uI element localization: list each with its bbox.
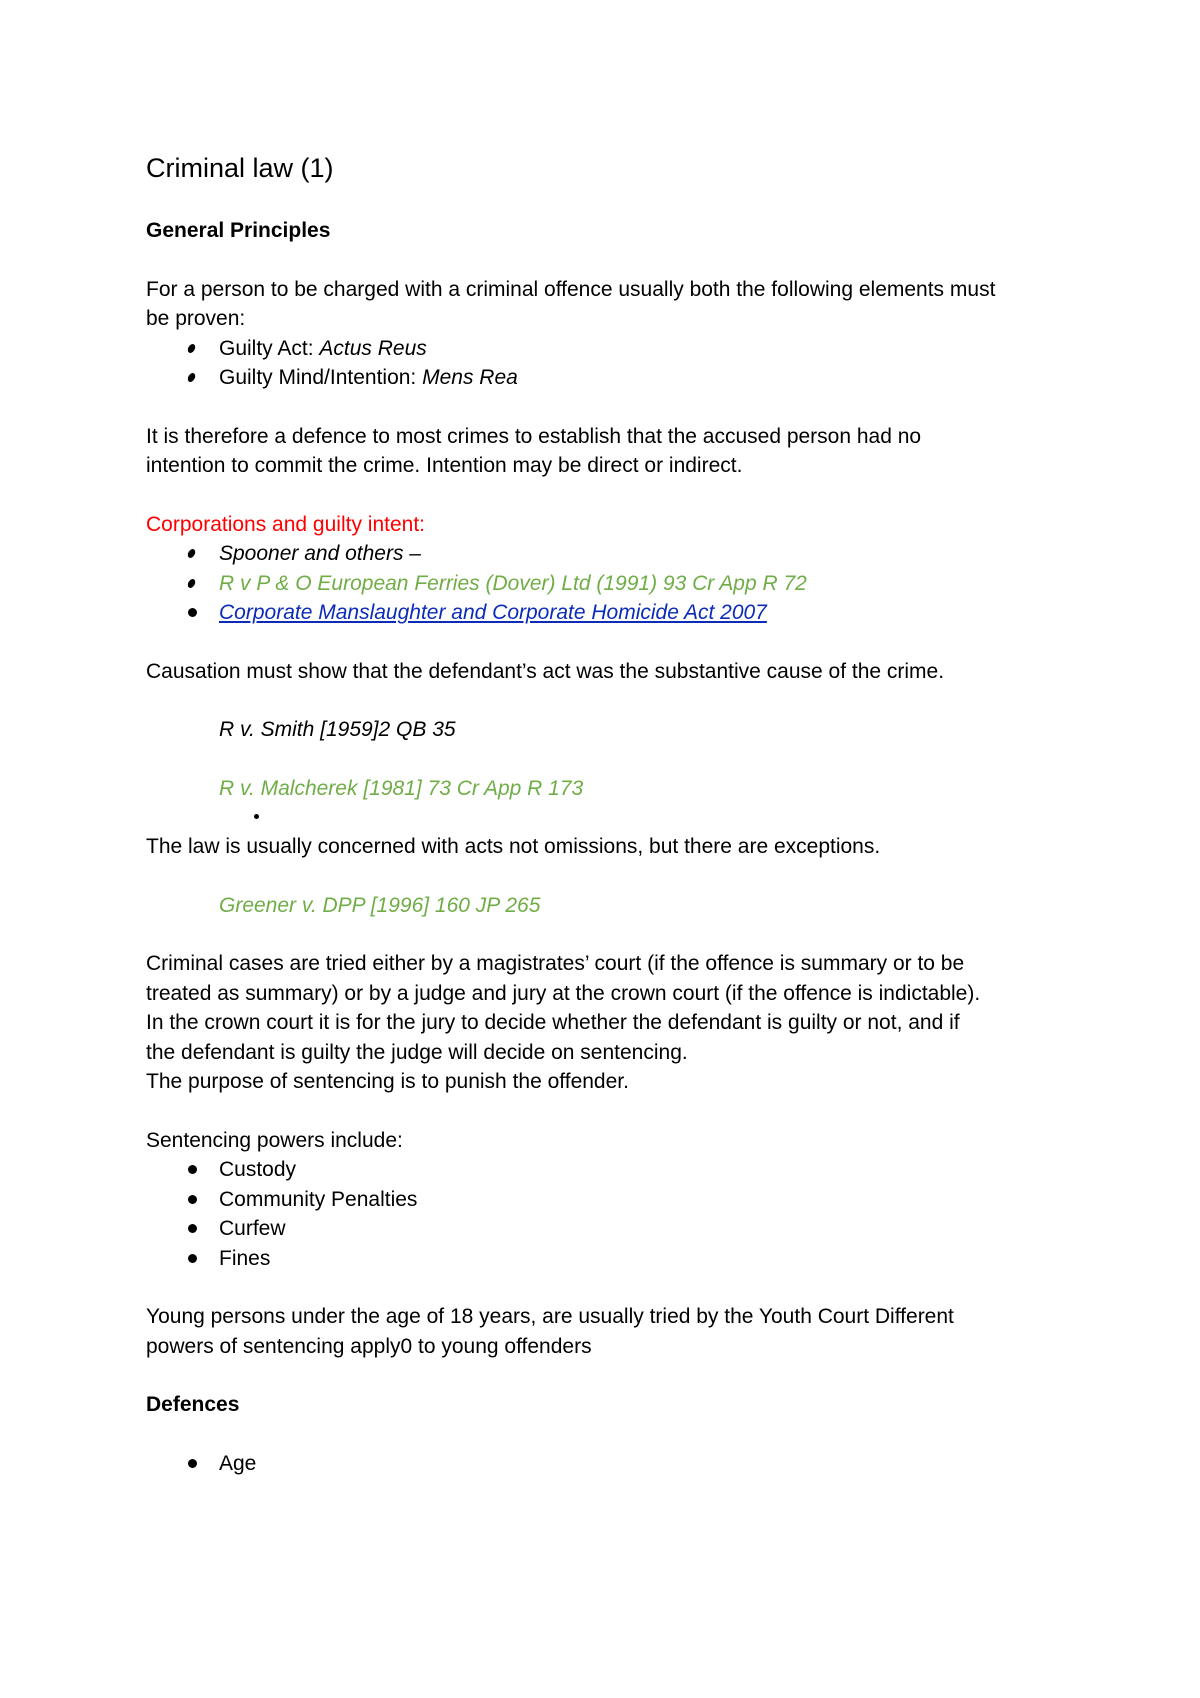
list-item [146, 569, 1066, 599]
bullet-icon [188, 608, 197, 617]
courts-line-3: In the crown court it is for the jury to decide whether the defendant is guilty or not, and if [146, 1011, 960, 1034]
element-term: Mens Rea [422, 366, 518, 389]
courts-line-1: Criminal cases are tried either by a magistrates’ court (if the offence is summary or to be [146, 952, 965, 975]
list-item [146, 539, 1066, 569]
list-item-label: Custody [219, 1158, 297, 1181]
case-reference: R v. Malcherek [1981] 73 Cr App R 173 [219, 776, 584, 800]
list-item [146, 1244, 1066, 1274]
sentencing-intro: Sentencing powers include: [146, 1128, 403, 1152]
list-item-label: Age [219, 1451, 257, 1475]
bullet-icon [187, 549, 196, 558]
intro-line-2: be proven: [146, 307, 246, 330]
list-item [146, 1185, 1066, 1215]
omissions-text: The law is usually concerned with acts not omissions, but there are exceptions. [146, 835, 881, 858]
document-title: Criminal law (1) [146, 153, 334, 183]
case-reference: Greener v. DPP [1996] 160 JP 265 [219, 893, 541, 917]
defences-heading: Defences [146, 1393, 240, 1416]
element-label: Guilty Act: [219, 336, 320, 360]
list-item-label: Curfew [219, 1217, 286, 1240]
intro-line-1: For a person to be charged with a criminal offence usually both the following elements must [146, 277, 996, 301]
bullet-icon [188, 1224, 197, 1233]
bullet-icon [187, 344, 196, 353]
causation-text: Causation must show that the defendant’s act was the substantive cause of the crime. [146, 659, 945, 683]
corporations-heading: Corporations and guilty intent: [146, 512, 425, 536]
bullet-icon [188, 1459, 197, 1468]
list-item-label: Community Penalties [219, 1187, 418, 1211]
bullet-icon [188, 1254, 197, 1263]
element-label: Guilty Mind/Intention: [219, 366, 423, 389]
courts-line-4: the defendant is guilty the judge will decide on sentencing. [146, 1040, 688, 1064]
courts-line-5: The purpose of sentencing is to punish the offender. [146, 1070, 629, 1093]
list-item-label: Fines [219, 1246, 271, 1270]
sentencing-list [146, 1155, 1066, 1273]
defence-line-2: intention to commit the crime. Intention may be direct or indirect. [146, 454, 743, 477]
elements-list [146, 334, 1066, 393]
general-principles-heading: General Principles [146, 219, 331, 242]
young-line-2: powers of sentencing apply0 to young offenders [146, 1334, 592, 1358]
list-item [146, 334, 1066, 364]
list-item [146, 598, 1066, 628]
case-reference: Spooner and others – [219, 542, 421, 565]
bullet-icon [188, 1165, 197, 1174]
defences-list [146, 1449, 1066, 1479]
young-line-1: Young persons under the age of 18 years, are usually tried by the Youth Court Different [146, 1305, 954, 1328]
element-term: Actus Reus [319, 336, 427, 360]
defence-line-1: It is therefore a defence to most crimes to establish that the accused person had no [146, 424, 922, 448]
document-page [146, 150, 1066, 1478]
bullet-icon [187, 373, 196, 382]
corporations-list [146, 539, 1066, 628]
courts-line-2: treated as summary) or by a judge and jury at the crown court (if the offence is indictable). [146, 981, 981, 1005]
act-link[interactable]: Corporate Manslaughter and Corporate Homicide Act 2007 [219, 601, 767, 624]
case-reference: R v. Smith [1959]2 QB 35 [219, 718, 456, 741]
case-reference: R v P & O European Ferries (Dover) Ltd (1991) 93 Cr App R 72 [219, 571, 807, 595]
list-item [146, 363, 1066, 393]
bullet-icon [187, 579, 196, 588]
list-item [146, 1449, 1066, 1479]
list-item [146, 1155, 1066, 1185]
bullet-icon [188, 1195, 197, 1204]
list-item [146, 1214, 1066, 1244]
bullet-icon [254, 814, 259, 819]
